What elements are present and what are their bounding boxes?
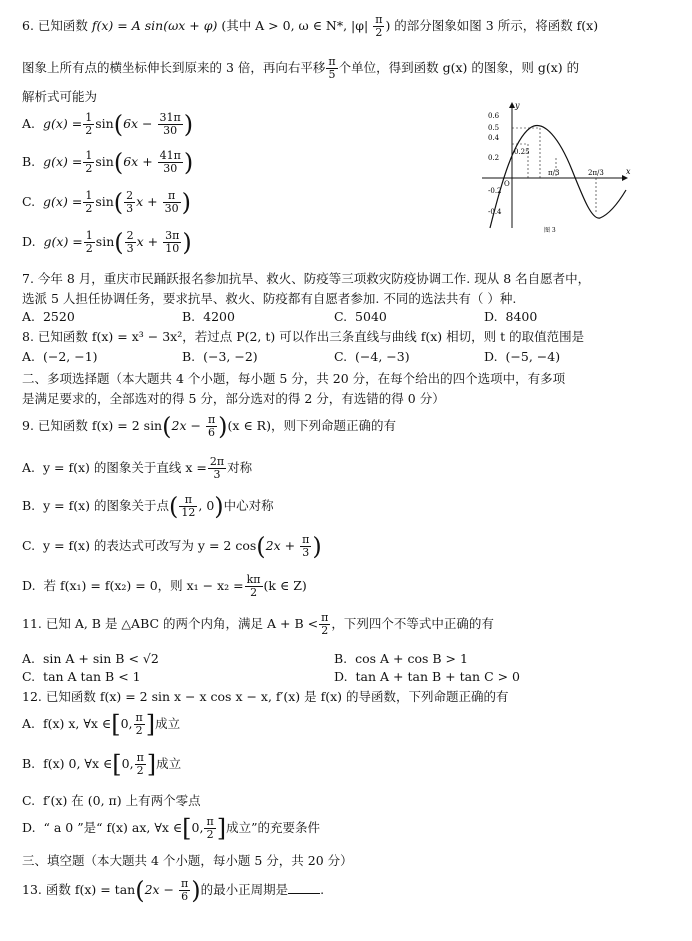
- q12-option-b: B. f(x) 0, ∀x ∈[0, $\frac{\pi}{2}$ ]成立: [22, 750, 182, 779]
- y-tick-0.2: 0.2: [488, 154, 500, 162]
- x-axis-label: x: [626, 167, 631, 176]
- q6-line-2: 图象上所有点的横坐标伸长到原来的 3 倍，再向右平移 $\frac{\pi}{5}$ 个单位，得到函数 g(x) 的图象，则 g(x) 的: [22, 55, 580, 81]
- q13-answer-blank[interactable]: [288, 881, 320, 894]
- q6-line-3: 解析式可能为: [22, 89, 98, 104]
- q13-stem: 13. 函数 f(x) = tan(2x − $\frac{\pi}{6}$ )的最小正周期是 .: [22, 876, 325, 905]
- x-tick-pi-3: π/3: [548, 169, 560, 177]
- q6-option-d: D. g(x) = $\frac{1}{2}$ sin( $\frac{2}{3}$ x + $\frac{3\pi}{10}$ ): [22, 228, 192, 257]
- q12-option-a: A. f(x) x, ∀x ∈[0, $\frac{\pi}{2}$ ]成立: [22, 710, 181, 739]
- q7-option-c: C. 5040: [334, 309, 387, 324]
- q7-option-a: A. 2520: [22, 309, 75, 324]
- q7-option-d: D. 8400: [484, 309, 538, 324]
- q7-line-2: 选派 5 人担任协调任务，要求抗旱、救火、防疫都有自愿者参加. 不同的选法共有（ ）种.: [22, 291, 517, 306]
- y-tick-0.5: 0.5: [488, 124, 500, 132]
- y-tick-0.6: 0.6: [488, 112, 500, 120]
- q9-option-a: A. y = f(x) 的图象关于直线 x = $\frac{2\pi}{3}$ 对称: [22, 455, 253, 481]
- y-tick-neg-0.4: -0.4: [488, 208, 502, 216]
- y-tick-0.4: 0.4: [488, 134, 500, 142]
- q9-option-d: D. 若 f(x₁) = f(x₂) = 0，则 x₁ − x₂ = $\frac{k\pi}{2}$ (k ∈ Z): [22, 573, 307, 599]
- q9-stem: 9. 已知函数 f(x) = 2 sin(2x − $\frac{\pi}{6}$ )(x ∈ R)，则下列命题正确的有: [22, 412, 396, 441]
- origin-label: O: [504, 180, 510, 188]
- q12-option-d: D. “ a 0 ”是“ f(x) ax, ∀x ∈[0, $\frac{\pi}{2}$ ]成立”的充要条件: [22, 814, 320, 843]
- q6-option-c: C. g(x) = $\frac{1}{2}$ sin( $\frac{2}{3}$ x + $\frac{\pi}{30}$ ): [22, 188, 192, 217]
- q11-option-a: A. sin A + sin B < √2: [22, 651, 159, 666]
- q8-line-1: 8. 已知函数 f(x) = x³ − 3x²，若过点 P(2, t) 可以作出三条直线与曲线 f(x) 相切，则 t 的取值范围是: [22, 329, 585, 344]
- q8-option-b: B. (−3, −2): [182, 349, 258, 364]
- q11-option-b: B. cos A + cos B > 1: [334, 651, 468, 666]
- q8-option-d: D. (−5, −4): [484, 349, 561, 364]
- q9-option-b: B. y = f(x) 的图象关于点( $\frac{\pi}{12}$ , 0)中心对称: [22, 492, 274, 521]
- q12-stem: 12. 已知函数 f(x) = 2 sin x − x cos x − x, f′(x) 是 f(x) 的导函数，下列命题正确的有: [22, 689, 509, 704]
- q12-option-c: C. f′(x) 在 (0, π) 上有两个零点: [22, 793, 201, 808]
- x-tick-2pi-3: 2π/3: [588, 169, 604, 177]
- section-3-heading: 三、填空题（本大题共 4 个小题，每小题 5 分，共 20 分）: [22, 853, 353, 868]
- q11-stem: 11. 已知 A, B 是 △ABC 的两个内角，满足 A + B < $\frac{\pi}{2}$ ，下列四个不等式中正确的有: [22, 611, 494, 637]
- q9-option-c: C. y = f(x) 的表达式可改写为 y = 2 cos(2x + $\frac{\pi}{3}$ ): [22, 532, 322, 561]
- q6-line-1: 6. 已知函数 f(x) = A sin(ωx + φ) (其中 A > 0, ω ∈ N*, |φ| $\frac{\pi}{2}$ ) 的部分图象如图 3 所示，将函数 f(x): [22, 13, 599, 39]
- q8-option-a: A. (−2, −1): [22, 349, 98, 364]
- figure-3-sine-graph: [480, 100, 630, 235]
- figure-caption: 图 3: [544, 227, 556, 234]
- q7-option-b: B. 4200: [182, 309, 235, 324]
- section-2-line-1: 二、多项选择题（本大题共 4 个小题，每小题 5 分，共 20 分，在每个给出的四个选项中，有多项: [22, 371, 566, 386]
- q6-option-a: A. g(x) = $\frac{1}{2}$ sin(6x − $\frac{31\pi}{30}$ ): [22, 110, 194, 139]
- q11-option-c: C. tan A tan B < 1: [22, 669, 141, 684]
- y-tick-0.25: 0.25: [514, 148, 530, 156]
- y-tick-neg-0.2: -0.2: [488, 187, 502, 195]
- section-2-line-2: 是满足要求的，全部选对的得 5 分，部分选对的得 2 分，有选错的得 0 分）: [22, 391, 445, 406]
- q11-option-d: D. tan A + tan B + tan C > 0: [334, 669, 521, 684]
- q7-line-1: 7. 今年 8 月，重庆市民踊跃报名参加抗旱、救火、防疫等三项救灾防疫协调工作. 现从 8 名自愿者中，: [22, 271, 591, 286]
- q8-option-c: C. (−4, −3): [334, 349, 410, 364]
- y-axis-label: y: [515, 101, 520, 110]
- q6-option-b: B. g(x) = $\frac{1}{2}$ sin(6x + $\frac{41\pi}{30}$ ): [22, 148, 194, 177]
